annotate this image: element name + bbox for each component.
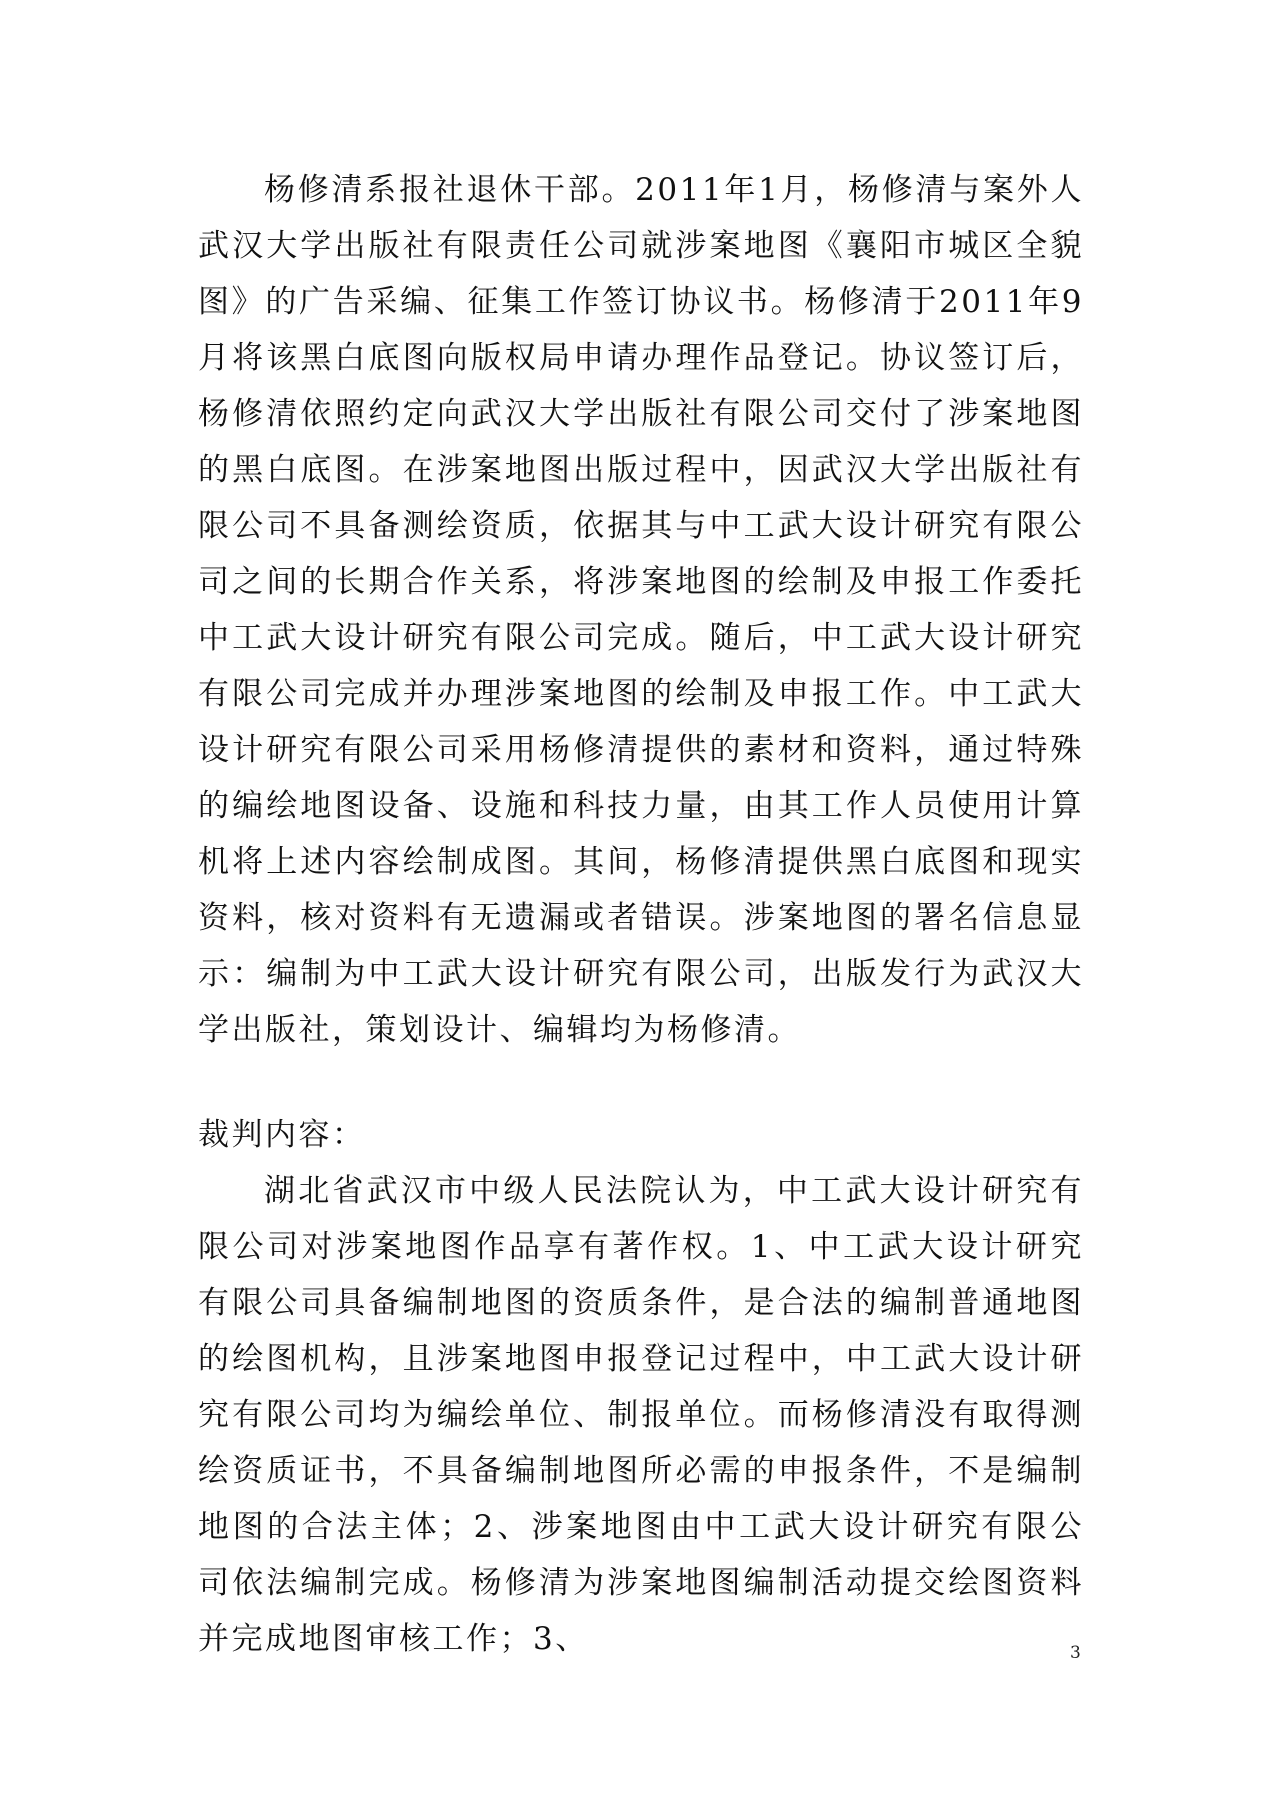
section-heading: 裁判内容：: [198, 1117, 366, 1153]
judgment-paragraph: 湖北省武汉市中级人民法院认为，中工武大设计研究有限公司对涉案地图作品享有著作权。1、中工武大设计研究有限公司具备编制地图的资质条件，是合法的编制普通地图的绘图机构，且涉案地图申报登记过程中，中工武大设计研究有限公司均为编绘单位、制报单位。而杨修清没有取得测绘资质证书，不具备编制地图所必需的申报条件，不是编制地图的合法主体；2、涉案地图由中工武大设计研究有限公司依法编制完成。杨修清为涉案地图编制活动提交绘图资料并完成地图审核工作；3、: [198, 1173, 1084, 1657]
page-number: 3: [1070, 1643, 1081, 1663]
facts-paragraph: 杨修清系报社退休干部。2011年1月，杨修清与案外人武汉大学出版社有限责任公司就涉案地图《襄阳市城区全貌图》的广告采编、征集工作签订协议书。杨修清于2011年9月将该黑白底图向版权局申请办理作品登记。协议签订后，杨修清依照约定向武汉大学出版社有限公司交付了涉案地图的黑白底图。在涉案地图出版过程中，因武汉大学出版社有限公司不具备测绘资质，依据其与中工武大设计研究有限公司之间的长期合作关系，将涉案地图的绘制及申报工作委托中工武大设计研究有限公司完成。随后，中工武大设计研究有限公司完成并办理涉案地图的绘制及申报工作。中工武大设计研究有限公司采用杨修清提供的素材和资料，通过特殊的编绘地图设备、设施和科技力量，由其工作人员使用计算机将上述内容绘制成图。其间，杨修清提供黑白底图和现实资料，核对资料有无遗漏或者错误。涉案地图的署名信息显示：编制为中工武大设计研究有限公司，出版发行为武汉大学出版社，策划设计、编辑均为杨修清。: [198, 172, 1084, 1048]
